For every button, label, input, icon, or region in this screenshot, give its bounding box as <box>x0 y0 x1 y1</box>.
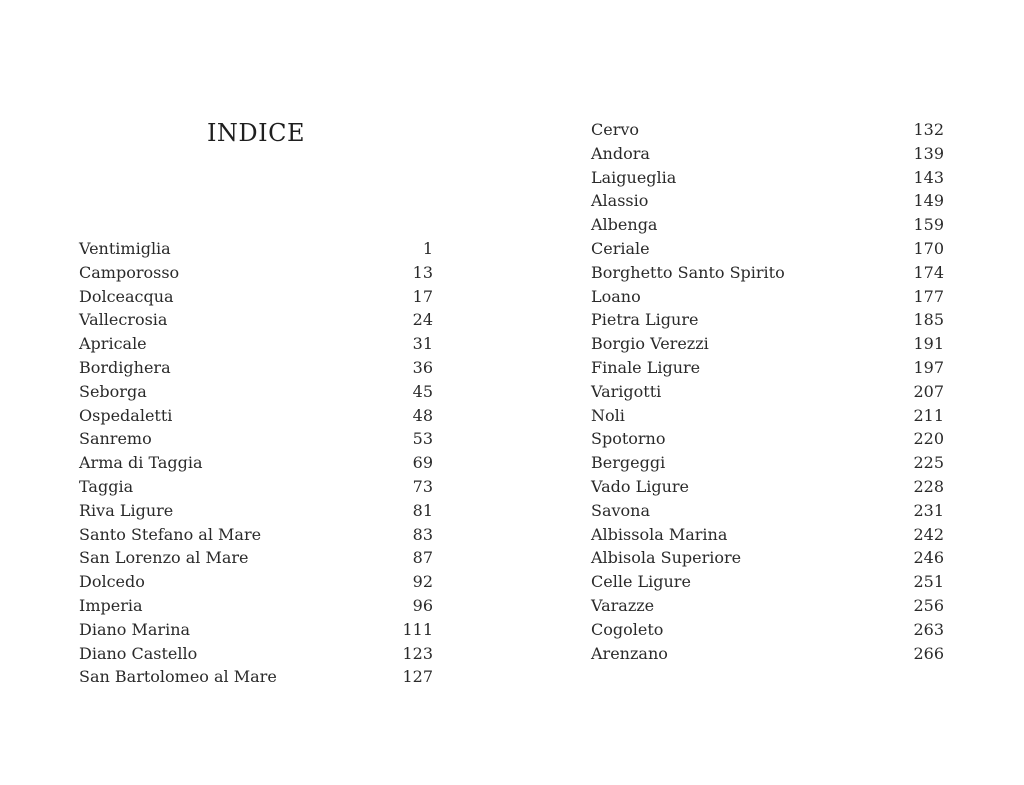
index-entry-name: Albissola Marina <box>591 524 728 544</box>
index-left-column <box>79 237 433 689</box>
index-entry-page: 228 <box>913 476 944 496</box>
index-entry-name: Ospedaletti <box>79 405 173 425</box>
index-entry-page: 159 <box>913 215 944 235</box>
index-entry <box>79 642 433 666</box>
index-entry-name: Varigotti <box>591 381 662 401</box>
index-entry <box>591 237 944 261</box>
index-entry-name: Arma di Taggia <box>79 453 203 473</box>
index-entry-name: Spotorno <box>591 429 666 449</box>
index-entry-name: Albenga <box>591 215 658 235</box>
index-entry-page: 197 <box>913 357 944 377</box>
index-entry <box>591 404 944 428</box>
index-entry <box>79 237 433 261</box>
index-entry-page: 143 <box>913 167 944 187</box>
index-entry-name: Savona <box>591 500 651 520</box>
index-entry-name: Alassio <box>591 191 649 211</box>
index-entry <box>591 523 944 547</box>
index-entry <box>591 356 944 380</box>
index-entry-name: Riva Ligure <box>79 500 174 520</box>
index-entry-page: 69 <box>412 453 433 473</box>
index-entry <box>591 451 944 475</box>
index-entry-name: Vallecrosia <box>79 310 168 330</box>
index-entry <box>79 523 433 547</box>
index-entry-page: 246 <box>913 548 944 568</box>
index-entry <box>79 546 433 570</box>
index-entry-page: 92 <box>412 572 433 592</box>
index-entry-page: 17 <box>412 286 433 306</box>
index-entry-name: Noli <box>591 405 625 425</box>
index-entry-name: Dolcedo <box>79 572 145 592</box>
index-entry-page: 13 <box>412 262 433 282</box>
index-entry-page: 207 <box>913 381 944 401</box>
index-entry <box>79 285 433 309</box>
index-entry <box>591 642 944 666</box>
index-entry-name: Pietra Ligure <box>591 310 699 330</box>
index-entry <box>79 570 433 594</box>
index-entry-name: Albisola Superiore <box>591 548 742 568</box>
index-entry-page: 127 <box>402 667 433 687</box>
index-entry-name: Santo Stefano al Mare <box>79 524 262 544</box>
index-entry-page: 73 <box>412 476 433 496</box>
index-entry-name: Dolceacqua <box>79 286 174 306</box>
index-entry <box>79 261 433 285</box>
index-entry-page: 220 <box>913 429 944 449</box>
index-entry-name: Ventimiglia <box>79 239 171 258</box>
index-entry-page: 123 <box>402 643 433 663</box>
index-entry-name: Diano Marina <box>79 619 191 639</box>
index-entry <box>591 166 944 190</box>
index-entry-page: 31 <box>412 334 433 354</box>
index-entry-page: 251 <box>913 572 944 592</box>
index-entry <box>591 261 944 285</box>
index-entry <box>591 427 944 451</box>
index-entry <box>591 618 944 642</box>
index-entry-page: 111 <box>402 619 433 639</box>
index-entry-page: 263 <box>913 619 944 639</box>
index-entry-name: Andora <box>591 143 650 163</box>
index-entry <box>79 499 433 523</box>
index-entry <box>79 665 433 689</box>
index-entry <box>79 594 433 618</box>
index-entry-page: 266 <box>913 643 944 663</box>
index-entry-name: Sanremo <box>79 429 152 449</box>
index-entry <box>79 475 433 499</box>
index-entry-page: 36 <box>412 357 433 377</box>
index-entry <box>79 332 433 356</box>
index-entry <box>591 475 944 499</box>
index-entry <box>79 308 433 332</box>
index-entry <box>591 332 944 356</box>
index-entry-page: 53 <box>412 429 433 449</box>
index-entry <box>591 213 944 237</box>
index-entry-name: Cervo <box>591 120 640 139</box>
index-entry <box>591 499 944 523</box>
index-entry-page: 177 <box>913 286 944 306</box>
index-entry <box>591 142 944 166</box>
index-entry <box>79 451 433 475</box>
index-entry-name: Diano Castello <box>79 643 198 663</box>
index-entry-name: Arenzano <box>591 643 668 663</box>
index-entry <box>591 189 944 213</box>
index-entry-page: 96 <box>412 595 433 615</box>
index-entry <box>79 380 433 404</box>
index-entry-name: Bergeggi <box>591 453 666 473</box>
index-entry-name: Borghetto Santo Spirito <box>591 262 785 282</box>
index-entry <box>591 570 944 594</box>
index-entry-page: 149 <box>913 191 944 211</box>
index-entry <box>591 546 944 570</box>
index-entry-page: 211 <box>913 405 944 425</box>
index-entry-name: Finale Ligure <box>591 357 701 377</box>
index-entry-name: Varazze <box>591 595 655 615</box>
index-entry <box>79 618 433 642</box>
index-entry-page: 185 <box>913 310 944 330</box>
index-entry-page: 170 <box>913 238 944 258</box>
index-entry-page: 231 <box>913 500 944 520</box>
index-entry-name: Vado Ligure <box>591 476 689 496</box>
index-entry-name: Ceriale <box>591 238 650 258</box>
index-entry-name: Borgio Verezzi <box>591 334 709 354</box>
index-right-column <box>591 118 944 665</box>
index-entry-name: Bordighera <box>79 357 171 377</box>
index-entry-page: 45 <box>412 381 433 401</box>
index-entry <box>79 404 433 428</box>
index-entry-name: Celle Ligure <box>591 572 691 592</box>
index-entry-page: 225 <box>913 453 944 473</box>
index-entry <box>591 380 944 404</box>
index-entry <box>591 285 944 309</box>
index-entry-page: 174 <box>913 262 944 282</box>
index-entry-page: 87 <box>412 548 433 568</box>
index-entry-name: Imperia <box>79 595 143 615</box>
index-entry-page: 48 <box>412 405 433 425</box>
index-entry <box>79 427 433 451</box>
index-title: INDICE <box>206 119 306 147</box>
index-entry-name: Camporosso <box>79 262 180 282</box>
index-entry-page: 24 <box>412 310 433 330</box>
index-entry-page: 132 <box>913 120 944 139</box>
index-entry <box>79 356 433 380</box>
index-entry-page: 139 <box>913 143 944 163</box>
index-entry-name: San Lorenzo al Mare <box>79 548 249 568</box>
index-entry-page: 242 <box>913 524 944 544</box>
index-entry <box>591 118 944 142</box>
index-entry-name: Laigueglia <box>591 167 677 187</box>
index-entry <box>591 594 944 618</box>
index-entry-name: Apricale <box>79 334 147 354</box>
index-entry-page: 83 <box>412 524 433 544</box>
index-entry-name: San Bartolomeo al Mare <box>79 667 277 687</box>
index-entry-page: 256 <box>913 595 944 615</box>
index-entry-name: Loano <box>591 286 641 306</box>
index-entry <box>591 308 944 332</box>
index-entry-name: Cogoleto <box>591 619 664 639</box>
index-entry-page: 1 <box>422 239 433 258</box>
index-entry-name: Seborga <box>79 381 147 401</box>
index-entry-name: Taggia <box>79 476 134 496</box>
index-entry-page: 191 <box>913 334 944 354</box>
index-entry-page: 81 <box>412 500 433 520</box>
